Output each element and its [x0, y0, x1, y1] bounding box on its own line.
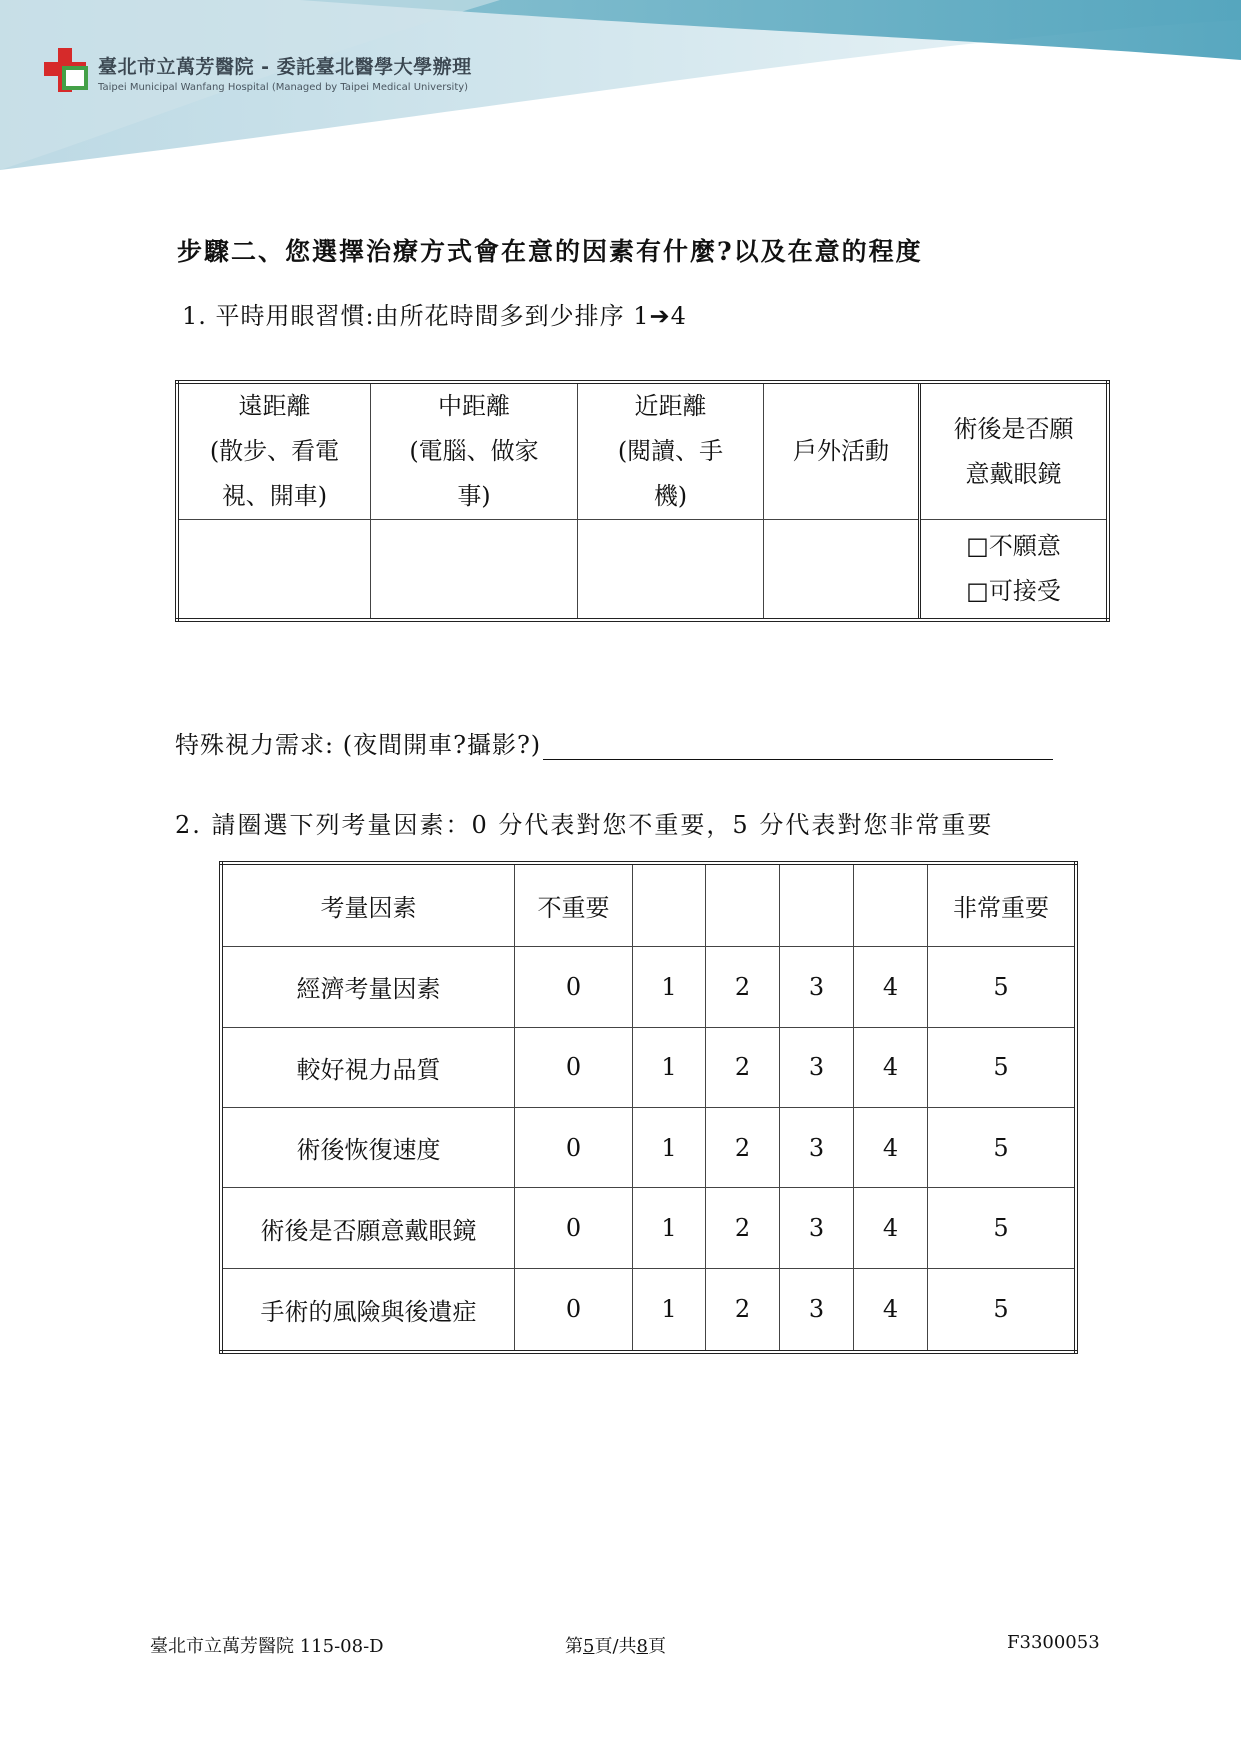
- score-option[interactable]: 5: [928, 1027, 1077, 1107]
- question-1: 1. 平時用眼習慣:由所花時間多到少排序 1➔4: [182, 302, 687, 330]
- footer-page-number: 第5頁/共8頁: [565, 1636, 666, 1657]
- footer-form-code: F3300053: [1007, 1632, 1100, 1653]
- score-option[interactable]: 2: [706, 1188, 780, 1268]
- glasses-options: [920, 520, 1109, 621]
- option-unwilling-checkbox[interactable]: □不願意: [966, 532, 1061, 560]
- score-option[interactable]: 3: [780, 1027, 854, 1107]
- score-option[interactable]: 5: [928, 947, 1077, 1027]
- score-option[interactable]: 4: [854, 1107, 928, 1187]
- score-option[interactable]: 1: [633, 1107, 706, 1187]
- hospital-cross-logo-icon: [44, 48, 92, 92]
- header-near-distance: 近距離 (閱讀、手 機): [578, 382, 764, 520]
- score-option[interactable]: 3: [780, 1188, 854, 1268]
- score-option[interactable]: 3: [780, 947, 854, 1027]
- factor-label: 術後恢復速度: [221, 1107, 515, 1187]
- eye-usage-table: [175, 380, 1110, 622]
- score-option[interactable]: 2: [706, 947, 780, 1027]
- header-factor: 考量因素: [221, 863, 515, 947]
- header-not-important: 不重要: [515, 863, 633, 947]
- table-row: [221, 1107, 1076, 1187]
- score-option[interactable]: 3: [780, 1107, 854, 1187]
- score-option[interactable]: 2: [706, 1107, 780, 1187]
- factor-rating-table: [219, 861, 1078, 1354]
- factor-label: 術後是否願意戴眼鏡: [221, 1188, 515, 1268]
- special-vision-input-line[interactable]: [543, 735, 1053, 760]
- score-option[interactable]: 1: [633, 1027, 706, 1107]
- score-option[interactable]: 4: [854, 1268, 928, 1352]
- score-option[interactable]: 0: [515, 1107, 633, 1187]
- rank-near-cell[interactable]: [578, 520, 764, 621]
- table-row: [221, 1027, 1076, 1107]
- score-option[interactable]: 0: [515, 947, 633, 1027]
- score-option[interactable]: 2: [706, 1268, 780, 1352]
- header-outdoor: 戶外活動: [764, 382, 920, 520]
- rank-far-cell[interactable]: [177, 520, 371, 621]
- header-far-distance: 遠距離 (散步、看電 視、開車): [177, 382, 371, 520]
- score-option[interactable]: 0: [515, 1188, 633, 1268]
- score-option[interactable]: 1: [633, 1268, 706, 1352]
- table-row: [221, 1268, 1076, 1352]
- score-option[interactable]: 0: [515, 1268, 633, 1352]
- header-glasses-after-surgery: 術後是否願 意戴眼鏡: [920, 382, 1109, 520]
- score-option[interactable]: 4: [854, 1188, 928, 1268]
- hospital-name: 臺北市立萬芳醫院 - 委託臺北醫學大學辦理: [98, 56, 472, 78]
- score-option[interactable]: 4: [854, 947, 928, 1027]
- factor-label: 手術的風險與後遺症: [221, 1268, 515, 1352]
- section-heading: 步驟二、您選擇治療方式會在意的因素有什麼?以及在意的程度: [177, 237, 923, 266]
- score-option[interactable]: 1: [633, 1188, 706, 1268]
- special-vision-label: 特殊視力需求: (夜間開車?攝影?): [175, 731, 542, 759]
- rank-outdoor-cell[interactable]: [764, 520, 920, 621]
- table-row: [221, 1188, 1076, 1268]
- footer-hospital-code: 臺北市立萬芳醫院 115-08-D: [150, 1636, 384, 1657]
- score-option[interactable]: 5: [928, 1268, 1077, 1352]
- special-vision-needs: [175, 725, 1053, 760]
- hospital-name-en: Taipei Municipal Wanfang Hospital (Managed by Taipei Medical University): [98, 82, 469, 93]
- hospital-logo: [98, 52, 472, 93]
- score-option[interactable]: 3: [780, 1268, 854, 1352]
- score-option[interactable]: 2: [706, 1027, 780, 1107]
- header-very-important: 非常重要: [928, 863, 1077, 947]
- score-option[interactable]: 4: [854, 1027, 928, 1107]
- header-mid-distance: 中距離 (電腦、做家 事): [371, 382, 578, 520]
- score-option[interactable]: 0: [515, 1027, 633, 1107]
- factor-label: 較好視力品質: [221, 1027, 515, 1107]
- table-row: [221, 947, 1076, 1027]
- score-option[interactable]: 1: [633, 947, 706, 1027]
- rank-mid-cell[interactable]: [371, 520, 578, 621]
- option-acceptable-checkbox[interactable]: □可接受: [966, 577, 1061, 605]
- question-2: 2. 請圈選下列考量因素：0 分代表對您不重要，5 分代表對您非常重要: [175, 811, 994, 839]
- score-option[interactable]: 5: [928, 1188, 1077, 1268]
- score-option[interactable]: 5: [928, 1107, 1077, 1187]
- factor-label: 經濟考量因素: [221, 947, 515, 1027]
